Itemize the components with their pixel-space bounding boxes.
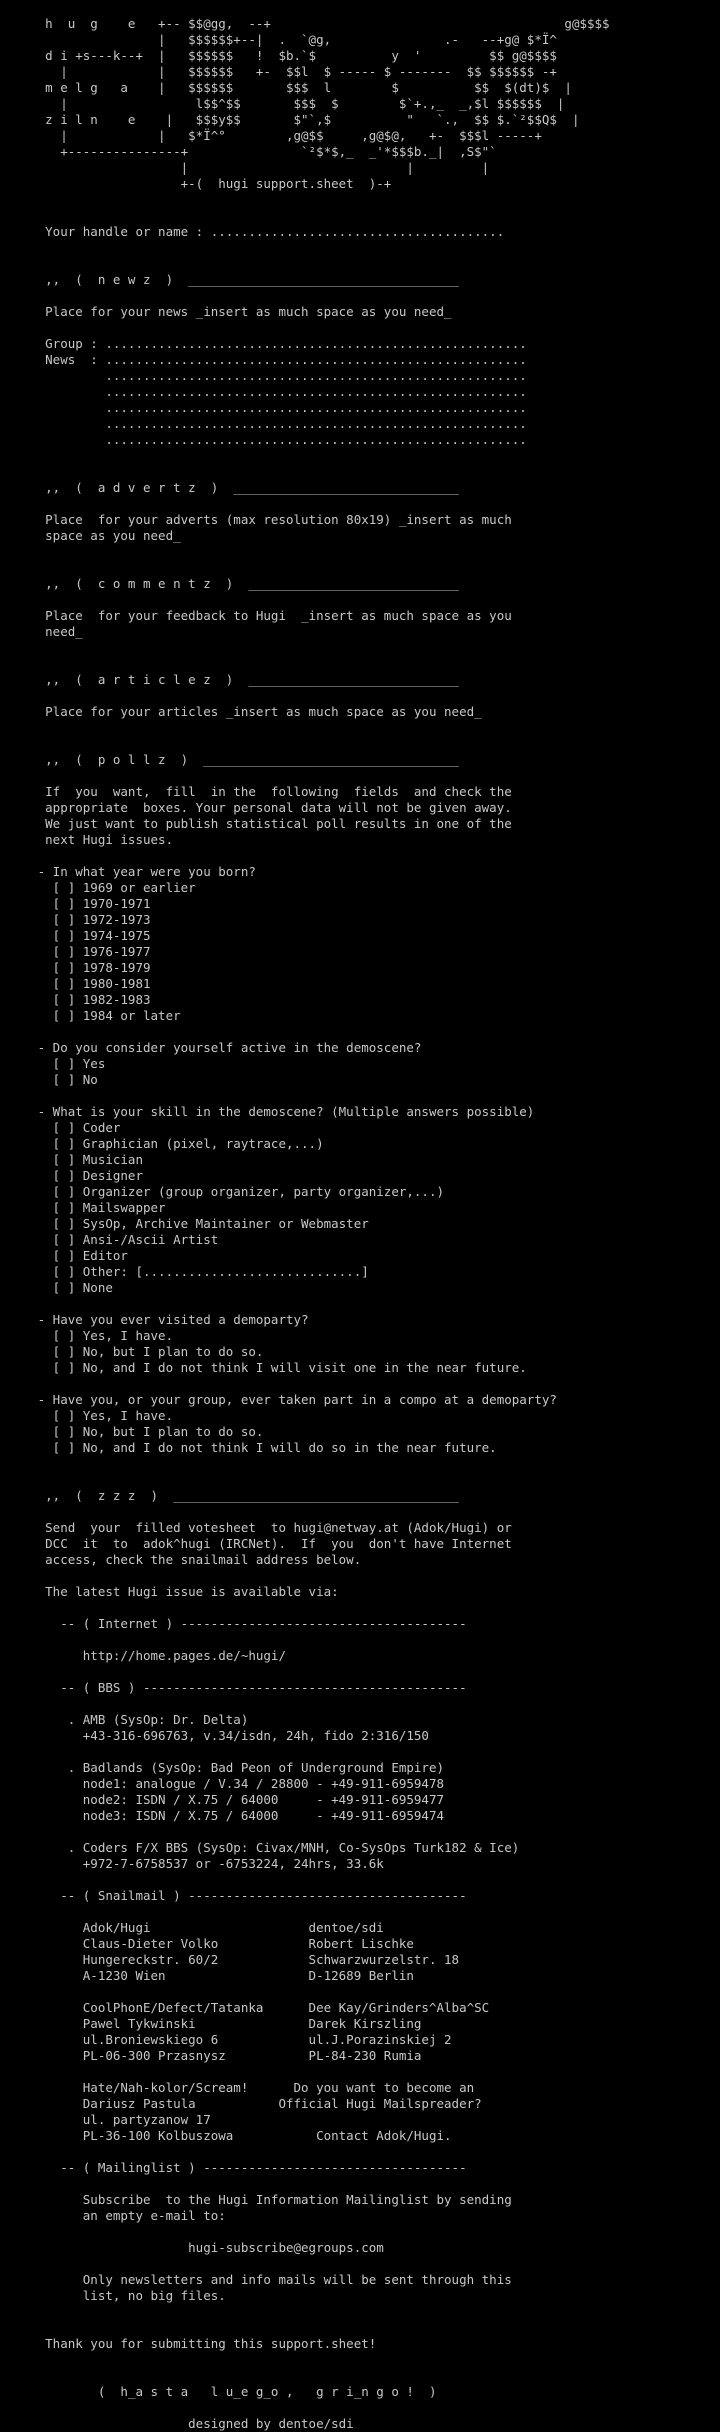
text-line: an empty e-mail to: [0,2208,226,2223]
text-line: ........................................................ [0,400,527,415]
text-line: [ ] Mailswapper [0,1200,166,1215]
text-line: CoolPhonE/Defect/Tatanka Dee Kay/Grinders^Alba^SC [0,2000,490,2015]
blank-line [0,496,720,512]
text-line: Hungereckstr. 60/2 Schwarzwurzelstr. 18 [0,1952,460,1967]
text-line: [ ] 1984 or later [0,1008,181,1023]
blank-line [0,2400,720,2416]
text-line: ,, ( a d v e r t z ) ______________________________ [0,480,460,495]
text-line: [ ] 1969 or earlier [0,880,196,895]
text-line: [ ] 1982-1983 [0,992,151,1007]
text-line: . Badlands (SysOp: Bad Peon of Underground Empire) [0,1760,445,1775]
blank-line [0,288,720,304]
text-line: - In what year were you born? [0,864,256,879]
text-line: - What is your skill in the demoscene? (Multiple answers possible) [0,1104,535,1119]
text-line: Only newsletters and info mails will be sent through this [0,2272,512,2287]
text-line: News : ........................................................ [0,352,527,367]
text-line: next Hugi issues. [0,832,174,847]
text-line: ,, ( c o m m e n t z ) ____________________________ [0,576,460,591]
text-line: node3: ISDN / X.75 / 64000 - +49-911-6959474 [0,1808,445,1823]
text-line: Group : ........................................................ [0,336,527,351]
text-line: [ ] No, but I plan to do so. [0,1424,264,1439]
blank-line [0,1872,720,1888]
text-line: [ ] 1976-1977 [0,944,151,959]
blank-line [0,1600,720,1616]
blank-line [0,2256,720,2272]
blank-line [0,1984,720,2000]
text-line: Dariusz Pastula Official Hugi Mailspreader? [0,2096,482,2111]
blank-line [0,1088,720,1104]
text-line: [ ] No [0,1072,98,1087]
text-line: node2: ISDN / X.75 / 64000 - +49-911-6959477 [0,1792,445,1807]
text-line: [ ] Designer [0,1168,143,1183]
blank-line [0,1824,720,1840]
text-line: Place for your news _insert as much space as you need_ [0,304,452,319]
text-line: ul. partyzanow 17 [0,2112,211,2127]
blank-line [0,256,720,272]
text-line: Your handle or name : ....................................... [0,224,505,239]
blank-line [0,2064,720,2080]
text-line: . AMB (SysOp: Dr. Delta) [0,1712,249,1727]
text-line: ........................................................ [0,416,527,431]
text-line: +43-316-696763, v.34/isdn, 24h, fido 2:316/150 [0,1728,429,1743]
text-line: Place for your adverts (max resolution 80x19) _insert as much [0,512,512,527]
text-line: ........................................................ [0,432,527,447]
text-line: ........................................................ [0,384,527,399]
blank-line [0,2320,720,2336]
blank-line [0,1456,720,1472]
text-line: | | | [0,160,490,175]
blank-line [0,1664,720,1680]
text-line: [ ] Musician [0,1152,143,1167]
text-line: list, no big files. [0,2288,226,2303]
text-line: [ ] Coder [0,1120,121,1135]
blank-line [0,1024,720,1040]
blank-line [0,0,720,16]
text-line: - Have you ever visited a demoparty? [0,1312,309,1327]
blank-line [0,768,720,784]
text-line: [ ] Yes [0,1056,106,1071]
text-line: Claus-Dieter Volko Robert Lischke [0,1936,414,1951]
text-line: space as you need_ [0,528,181,543]
blank-line [0,1904,720,1920]
text-line: [ ] 1972-1973 [0,912,151,927]
text-line: Pawel Tykwinski Darek Kirszling [0,2016,422,2031]
text-line: [ ] Other: [.............................] [0,1264,369,1279]
text-line: ,, ( n e w z ) ____________________________________ [0,272,460,287]
text-line: Subscribe to the Hugi Information Mailinglist by sending [0,2192,512,2207]
text-line: [ ] None [0,1280,113,1295]
blank-line [0,592,720,608]
text-line: . Coders F/X BBS (SysOp: Civax/MNH, Co-SysOps Turk182 & Ice) [0,1840,520,1855]
text-line: Adok/Hugi dentoe/sdi [0,1920,384,1935]
text-line: [ ] SysOp, Archive Maintainer or Webmaster [0,1216,369,1231]
text-line: +972-7-6758537 or -6753224, 24hrs, 33.6k [0,1856,384,1871]
text-line: Hate/Nah-kolor/Scream! Do you want to become an [0,2080,475,2095]
text-line: h u g e +-- $$@gg, --+ g@$$$$ [0,16,610,31]
text-line: +-( hugi support.sheet )-+ [0,176,392,191]
text-line: need_ [0,624,83,639]
blank-line [0,464,720,480]
text-line: Place for your feedback to Hugi _insert as much space as you [0,608,512,623]
text-line: node1: analogue / V.34 / 28800 - +49-911-6959478 [0,1776,445,1791]
text-line: DCC it to adok^hugi (IRCNet). If you don't have Internet [0,1536,512,1551]
text-line: Send your filled votesheet to hugi@netway.at (Adok/Hugi) or [0,1520,512,1535]
text-line: | | $$$$$$ +- $$l $ ----- $ ------- $$ $$$$$$ -+ [0,64,557,79]
text-line: [ ] Graphician (pixel, raytrace,...) [0,1136,324,1151]
blank-line [0,1744,720,1760]
blank-line [0,2176,720,2192]
text-line: ,, ( z z z ) ______________________________________ [0,1488,460,1503]
blank-line [0,240,720,256]
text-line: - Have you, or your group, ever taken part in a compo at a demoparty? [0,1392,557,1407]
text-line: -- ( BBS ) ------------------------------------------- [0,1680,467,1695]
blank-line [0,1504,720,1520]
text-line: [ ] 1970-1971 [0,896,151,911]
text-line: [ ] Yes, I have. [0,1408,174,1423]
text-line: [ ] Organizer (group organizer, party organizer,...) [0,1184,445,1199]
text-line: Place for your articles _insert as much space as you need_ [0,704,482,719]
blank-line [0,1376,720,1392]
blank-line [0,848,720,864]
text-line: [ ] No, and I do not think I will do so in the near future. [0,1440,497,1455]
blank-line [0,1696,720,1712]
text-line: | | $*Ï^° ,g@$$ ,g@$@, +- $$$l -----+ [0,128,542,143]
text-line: [ ] Ansi-/Ascii Artist [0,1232,219,1247]
text-line: [ ] 1980-1981 [0,976,151,991]
blank-line [0,1296,720,1312]
text-line: m e l g a | $$$$$$ $$$ l $ $$ $(dt)$ | [0,80,572,95]
text-line: The latest Hugi issue is available via: [0,1584,339,1599]
text-line: http://home.pages.de/~hugi/ [0,1648,286,1663]
blank-line [0,208,720,224]
text-line: | $$$$$$+--| . `@g, .- --+g@ $*Ï^ [0,32,557,47]
text-line: ,, ( a r t i c l e z ) ____________________________ [0,672,460,687]
text-line: We just want to publish statistical poll results in one of the [0,816,512,831]
text-line: | l$$^$$ $$$ $ $`+.,_ _,$l $$$$$$ | [0,96,565,111]
blank-line [0,1568,720,1584]
blank-line [0,2224,720,2240]
text-line: -- ( Internet ) -------------------------------------- [0,1616,467,1631]
blank-line [0,2144,720,2160]
text-line: A-1230 Wien D-12689 Berlin [0,1968,414,1983]
blank-line [0,1472,720,1488]
text-line: d i +s---k--+ | $$$$$$ ! $b.`$ y ' $$ g@$$$$ [0,48,557,63]
blank-line [0,560,720,576]
text-line: Thank you for submitting this support.sheet! [0,2336,377,2351]
text-line: ,, ( p o l l z ) __________________________________ [0,752,460,767]
blank-line [0,640,720,656]
text-line: hugi-subscribe@egroups.com [0,2240,384,2255]
blank-line [0,544,720,560]
text-line: ul.Broniewskiego 6 ul.J.Porazinskiej 2 [0,2032,452,2047]
blank-line [0,448,720,464]
text-line: +---------------+ `²$*$,_ _'*$$$b._| ,S$"` [0,144,497,159]
text-line: [ ] No, and I do not think I will visit one in the near future. [0,1360,527,1375]
text-line: -- ( Mailinglist ) ----------------------------------- [0,2160,467,2175]
text-line: z i l n e | $$$y$$ $"`,$ " `., $$ $.`²$$Q$ | [0,112,580,127]
blank-line [0,2304,720,2320]
blank-line [0,2368,720,2384]
text-line: designed by dentoe/sdi [0,2416,354,2431]
blank-line [0,736,720,752]
text-line: PL-36-100 Kolbuszowa Contact Adok/Hugi. [0,2128,452,2143]
blank-line [0,720,720,736]
blank-line [0,192,720,208]
blank-line [0,1632,720,1648]
text-line: appropriate boxes. Your personal data will not be given away. [0,800,512,815]
text-line: [ ] No, but I plan to do so. [0,1344,264,1359]
blank-line [0,2352,720,2368]
blank-line [0,688,720,704]
text-line: PL-06-300 Przasnysz PL-84-230 Rumia [0,2048,422,2063]
text-line: [ ] Editor [0,1248,128,1263]
text-line: [ ] Yes, I have. [0,1328,174,1343]
text-line: -- ( Snailmail ) ------------------------------------- [0,1888,467,1903]
text-line: [ ] 1974-1975 [0,928,151,943]
text-line: - Do you consider yourself active in the demoscene? [0,1040,422,1055]
blank-line [0,656,720,672]
text-line: If you want, fill in the following fields and check the [0,784,512,799]
text-line: [ ] 1978-1979 [0,960,151,975]
text-line: access, check the snailmail address below. [0,1552,362,1567]
text-line: ( h_a s t a l u_e g_o , g r i_n g o ! ) [0,2384,437,2399]
text-line: ........................................................ [0,368,527,383]
blank-line [0,320,720,336]
